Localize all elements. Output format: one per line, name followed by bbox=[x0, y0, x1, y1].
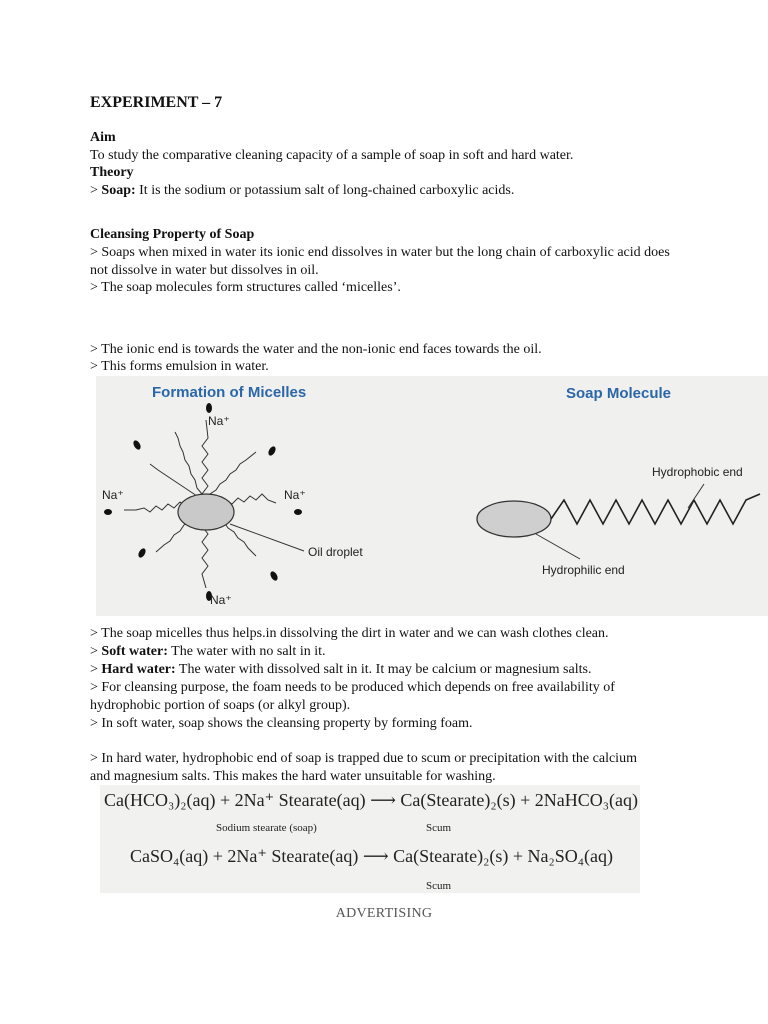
figure-right-title: Soap Molecule bbox=[566, 385, 672, 402]
soap-definition: > Soap: It is the sodium or potassium salt of long-chained carboxylic acids. bbox=[90, 183, 515, 198]
soap-label: Soap: bbox=[101, 183, 136, 198]
aim-heading: Aim bbox=[90, 130, 116, 145]
page-title: EXPERIMENT – 7 bbox=[90, 94, 223, 111]
aim-text: To study the comparative cleaning capacity of a sample of soap in soft and hard water. bbox=[90, 148, 574, 163]
soft-foam-line: > In soft water, soap shows the cleansing property by forming foam. bbox=[90, 716, 473, 731]
na-top-label: Na⁺ bbox=[208, 414, 230, 428]
soft-water-line: > Soft water: The water with no salt in it. bbox=[90, 644, 326, 659]
equation-1-note-soap: Sodium stearate (soap) bbox=[216, 822, 317, 834]
hard-water-label: Hard water: bbox=[101, 662, 176, 677]
cleansing-heading: Cleansing Property of Soap bbox=[90, 227, 255, 242]
micelle-diagram bbox=[96, 376, 768, 616]
na-right-label: Na⁺ bbox=[284, 488, 306, 502]
equation-2-note-scum: Scum bbox=[426, 880, 452, 892]
hard-water-line: > Hard water: The water with dissolved salt in it. It may be calcium or magnesium salts. bbox=[90, 662, 592, 677]
emulsion-line: > This forms emulsion in water. bbox=[90, 359, 269, 374]
soap-molecule-head bbox=[477, 501, 551, 537]
soft-water-label: Soft water: bbox=[101, 644, 168, 659]
na-bottom-label: Na⁺ bbox=[210, 593, 232, 607]
advertising-label: ADVERTISING bbox=[335, 906, 433, 921]
micelle-figure bbox=[96, 376, 768, 616]
soap-molecule-tail bbox=[551, 494, 760, 524]
cleansing-line-2: > The soap molecules form structures called ‘micelles’. bbox=[90, 280, 401, 295]
equation-1: Ca(HCO₃)₂(aq) + 2Na⁺ Stearate(aq) ⟶ Ca(Stearate)₂(s) + 2NaHCO₃(aq) bbox=[104, 790, 639, 810]
cleansing-line-1: > Soaps when mixed in water its ionic end dissolves in water but the long chain of carboxylic acid does not dissolve in water but dissolves in oil. bbox=[90, 245, 670, 278]
theory-heading: Theory bbox=[90, 165, 134, 180]
hydrophilic-end-label: Hydrophilic end bbox=[542, 563, 625, 577]
foam-line: > For cleansing purpose, the foam needs to be produced which depends on free availability of hydrophobic portion of soaps (or alkyl group). bbox=[90, 680, 615, 713]
equations-box bbox=[100, 785, 640, 893]
ionic-line: > The ionic end is towards the water and the non-ionic end faces towards the oil. bbox=[90, 342, 542, 357]
micelles-line: > The soap micelles thus helps.in dissolving the dirt in water and we can wash clothes clean. bbox=[90, 626, 609, 641]
hard-water-explanation: > In hard water, hydrophobic end of soap is trapped due to scum or precipitation with the calcium and magnesium salts. This makes the hard water unsuitable for washing. bbox=[90, 751, 637, 784]
oil-droplet-label: Oil droplet bbox=[308, 545, 363, 559]
figure-left-title: Formation of Micelles bbox=[152, 384, 307, 401]
na-left-label: Na⁺ bbox=[102, 488, 124, 502]
oil-droplet-shape bbox=[178, 494, 234, 530]
equation-2: CaSO₄(aq) + 2Na⁺ Stearate(aq) ⟶ Ca(Stearate)₂(s) + Na₂SO₄(aq) bbox=[130, 846, 614, 866]
hydrophobic-end-label: Hydrophobic end bbox=[652, 465, 743, 479]
equation-1-note-scum: Scum bbox=[426, 822, 452, 834]
